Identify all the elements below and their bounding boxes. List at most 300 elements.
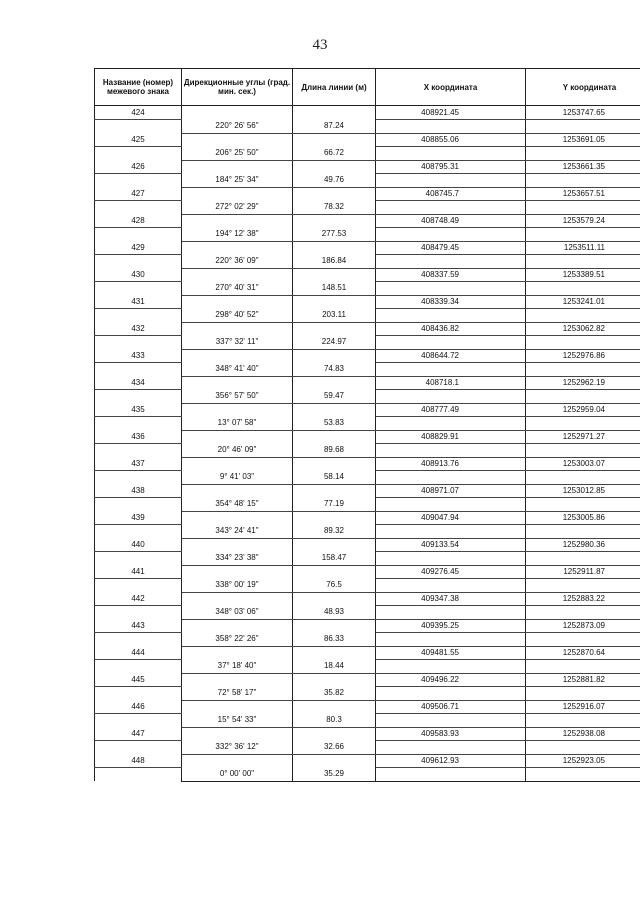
empty-cell xyxy=(293,538,376,552)
point-row xyxy=(95,700,640,714)
segment-row xyxy=(95,147,640,161)
empty-cell xyxy=(376,228,526,242)
empty-cell xyxy=(182,700,293,714)
point-y: 1253005.86 xyxy=(526,511,640,525)
point-row xyxy=(95,565,640,579)
empty-cell xyxy=(293,295,376,309)
empty-cell xyxy=(293,484,376,498)
segment-length: 59.47 xyxy=(293,390,376,404)
empty-cell xyxy=(182,376,293,390)
empty-cell xyxy=(376,147,526,161)
point-x: 408795.31 xyxy=(376,160,526,174)
empty-cell xyxy=(182,133,293,147)
point-y: 1252962.19 xyxy=(526,376,640,390)
segment-direction: 334° 23' 38" xyxy=(182,552,293,566)
point-row xyxy=(95,484,640,498)
empty-cell xyxy=(526,255,640,269)
point-name: 443 xyxy=(95,619,182,633)
point-y: 1252870.64 xyxy=(526,646,640,660)
segment-row xyxy=(95,336,640,350)
empty-cell xyxy=(95,309,182,323)
segment-direction: 20° 46' 09" xyxy=(182,444,293,458)
empty-cell xyxy=(293,241,376,255)
empty-cell xyxy=(526,687,640,701)
empty-cell xyxy=(95,417,182,431)
point-name: 446 xyxy=(95,700,182,714)
point-x: 409047.94 xyxy=(376,511,526,525)
segment-row xyxy=(95,201,640,215)
empty-cell xyxy=(95,498,182,512)
segment-row xyxy=(95,552,640,566)
segment-direction: 0° 00' 00" xyxy=(182,768,293,782)
empty-cell xyxy=(95,552,182,566)
empty-cell xyxy=(293,376,376,390)
empty-cell xyxy=(376,498,526,512)
segment-direction: 72° 58' 17" xyxy=(182,687,293,701)
empty-cell xyxy=(95,363,182,377)
empty-cell xyxy=(293,268,376,282)
empty-cell xyxy=(182,187,293,201)
empty-cell xyxy=(526,471,640,485)
empty-cell xyxy=(293,754,376,768)
empty-cell xyxy=(293,727,376,741)
empty-cell xyxy=(376,363,526,377)
segment-length: 87.24 xyxy=(293,120,376,134)
segment-length: 35.82 xyxy=(293,687,376,701)
empty-cell xyxy=(182,565,293,579)
empty-cell xyxy=(293,349,376,363)
empty-cell xyxy=(182,754,293,768)
point-x: 409612.93 xyxy=(376,754,526,768)
point-name: 433 xyxy=(95,349,182,363)
point-name: 432 xyxy=(95,322,182,336)
segment-row xyxy=(95,444,640,458)
point-y: 1253579.24 xyxy=(526,214,640,228)
point-y: 1252959.04 xyxy=(526,403,640,417)
empty-cell xyxy=(293,565,376,579)
point-name: 437 xyxy=(95,457,182,471)
empty-cell xyxy=(182,511,293,525)
table-body xyxy=(95,106,640,782)
empty-cell xyxy=(182,592,293,606)
empty-cell xyxy=(376,579,526,593)
empty-cell xyxy=(526,309,640,323)
point-name: 439 xyxy=(95,511,182,525)
empty-cell xyxy=(95,768,182,782)
empty-cell xyxy=(526,228,640,242)
empty-cell xyxy=(293,322,376,336)
point-y: 1253062.82 xyxy=(526,322,640,336)
point-y: 1252971.27 xyxy=(526,430,640,444)
empty-cell xyxy=(293,619,376,633)
empty-cell xyxy=(376,444,526,458)
segment-direction: 356° 57' 50" xyxy=(182,390,293,404)
point-y: 1252881.82 xyxy=(526,673,640,687)
segment-length: 277.53 xyxy=(293,228,376,242)
point-x: 408479.45 xyxy=(376,241,526,255)
point-row xyxy=(95,511,640,525)
segment-row xyxy=(95,363,640,377)
segment-row xyxy=(95,660,640,674)
empty-cell xyxy=(526,525,640,539)
segment-direction: 220° 36' 09" xyxy=(182,255,293,269)
point-x: 408339.34 xyxy=(376,295,526,309)
segment-row xyxy=(95,255,640,269)
segment-direction: 358° 22' 26" xyxy=(182,633,293,647)
point-row xyxy=(95,457,640,471)
segment-direction: 206° 25' 50" xyxy=(182,147,293,161)
empty-cell xyxy=(526,444,640,458)
point-x: 409481.55 xyxy=(376,646,526,660)
empty-cell xyxy=(182,538,293,552)
empty-cell xyxy=(293,430,376,444)
segment-direction: 348° 41' 40" xyxy=(182,363,293,377)
empty-cell xyxy=(376,336,526,350)
segment-length: 48.93 xyxy=(293,606,376,620)
segment-direction: 37° 18' 40" xyxy=(182,660,293,674)
segment-direction: 220° 26' 56" xyxy=(182,120,293,134)
point-x: 408971.07 xyxy=(376,484,526,498)
segment-length: 66.72 xyxy=(293,147,376,161)
empty-cell xyxy=(95,606,182,620)
empty-cell xyxy=(95,282,182,296)
point-name: 448 xyxy=(95,754,182,768)
empty-cell xyxy=(182,349,293,363)
point-name: 434 xyxy=(95,376,182,390)
empty-cell xyxy=(95,228,182,242)
point-row xyxy=(95,754,640,768)
point-y: 1253241.01 xyxy=(526,295,640,309)
segment-row xyxy=(95,579,640,593)
segment-length: 224.97 xyxy=(293,336,376,350)
segment-direction: 338° 00' 19" xyxy=(182,579,293,593)
point-x: 409347.38 xyxy=(376,592,526,606)
empty-cell xyxy=(376,714,526,728)
empty-cell xyxy=(182,160,293,174)
empty-cell xyxy=(95,255,182,269)
empty-cell xyxy=(526,336,640,350)
empty-cell xyxy=(376,687,526,701)
empty-cell xyxy=(293,133,376,147)
empty-cell xyxy=(95,201,182,215)
point-y: 1252883.22 xyxy=(526,592,640,606)
point-y: 1253511.11 xyxy=(526,241,640,255)
segment-length: 80.3 xyxy=(293,714,376,728)
header-name: Название (номер) межевого знака xyxy=(95,69,182,106)
point-name: 431 xyxy=(95,295,182,309)
point-y: 1253389.51 xyxy=(526,268,640,282)
empty-cell xyxy=(526,660,640,674)
empty-cell xyxy=(376,660,526,674)
empty-cell xyxy=(526,633,640,647)
empty-cell xyxy=(182,673,293,687)
point-row xyxy=(95,295,640,309)
segment-row xyxy=(95,606,640,620)
empty-cell xyxy=(95,336,182,350)
point-y: 1252916.07 xyxy=(526,700,640,714)
point-x: 408748.49 xyxy=(376,214,526,228)
empty-cell xyxy=(95,147,182,161)
segment-direction: 184° 25' 34" xyxy=(182,174,293,188)
empty-cell xyxy=(293,187,376,201)
empty-cell xyxy=(95,471,182,485)
empty-cell xyxy=(293,592,376,606)
empty-cell xyxy=(95,660,182,674)
segment-row xyxy=(95,525,640,539)
segment-row xyxy=(95,471,640,485)
point-row xyxy=(95,592,640,606)
segment-direction: 298° 40' 52" xyxy=(182,309,293,323)
segment-length: 89.32 xyxy=(293,525,376,539)
empty-cell xyxy=(293,457,376,471)
point-x: 408921.45 xyxy=(376,106,526,120)
empty-cell xyxy=(95,579,182,593)
segment-length: 76.5 xyxy=(293,579,376,593)
empty-cell xyxy=(526,714,640,728)
point-x: 408855.06 xyxy=(376,133,526,147)
empty-cell xyxy=(95,741,182,755)
segment-direction: 272° 02' 29" xyxy=(182,201,293,215)
point-row xyxy=(95,349,640,363)
point-name: 438 xyxy=(95,484,182,498)
segment-length: 86.33 xyxy=(293,633,376,647)
segment-length: 78.32 xyxy=(293,201,376,215)
segment-length: 158.47 xyxy=(293,552,376,566)
point-row xyxy=(95,241,640,255)
empty-cell xyxy=(95,120,182,134)
empty-cell xyxy=(95,687,182,701)
point-y: 1253747.65 xyxy=(526,106,640,120)
point-name: 428 xyxy=(95,214,182,228)
empty-cell xyxy=(182,322,293,336)
segment-row xyxy=(95,228,640,242)
point-name: 447 xyxy=(95,727,182,741)
empty-cell xyxy=(526,606,640,620)
empty-cell xyxy=(293,511,376,525)
empty-cell xyxy=(182,268,293,282)
segment-row xyxy=(95,174,640,188)
point-y: 1252911.87 xyxy=(526,565,640,579)
empty-cell xyxy=(293,403,376,417)
segment-length: 148.51 xyxy=(293,282,376,296)
segment-direction: 337° 32' 11" xyxy=(182,336,293,350)
point-x: 408337.59 xyxy=(376,268,526,282)
empty-cell xyxy=(376,390,526,404)
empty-cell xyxy=(95,444,182,458)
empty-cell xyxy=(526,390,640,404)
empty-cell xyxy=(95,390,182,404)
segment-direction: 270° 40' 31" xyxy=(182,282,293,296)
header-x: X координата xyxy=(376,69,526,106)
point-name: 424 xyxy=(95,106,182,120)
segment-length: 49.76 xyxy=(293,174,376,188)
point-y: 1253661.35 xyxy=(526,160,640,174)
empty-cell xyxy=(376,120,526,134)
point-x: 409395.25 xyxy=(376,619,526,633)
header-length: Длина линии (м) xyxy=(293,69,376,106)
point-row xyxy=(95,214,640,228)
segment-length: 77.19 xyxy=(293,498,376,512)
header-y: Y координата xyxy=(526,69,640,106)
point-name: 425 xyxy=(95,133,182,147)
point-name: 436 xyxy=(95,430,182,444)
segment-row xyxy=(95,120,640,134)
point-name: 430 xyxy=(95,268,182,282)
empty-cell xyxy=(182,106,293,120)
page-number: 43 xyxy=(312,37,328,53)
empty-cell xyxy=(526,282,640,296)
point-row xyxy=(95,376,640,390)
point-name: 442 xyxy=(95,592,182,606)
segment-direction: 348° 03' 06" xyxy=(182,606,293,620)
header-direction: Дирекционные углы (град. мин. сек.) xyxy=(182,69,293,106)
segment-row xyxy=(95,282,640,296)
point-y: 1252923.05 xyxy=(526,754,640,768)
point-y: 1252976.86 xyxy=(526,349,640,363)
boundary-coordinates-table xyxy=(94,68,640,782)
segment-row xyxy=(95,309,640,323)
empty-cell xyxy=(376,471,526,485)
empty-cell xyxy=(293,646,376,660)
table-header-row xyxy=(95,69,640,106)
segment-row xyxy=(95,768,640,782)
empty-cell xyxy=(293,214,376,228)
empty-cell xyxy=(526,498,640,512)
point-y: 1252873.09 xyxy=(526,619,640,633)
empty-cell xyxy=(526,552,640,566)
empty-cell xyxy=(376,282,526,296)
segment-length: 58.14 xyxy=(293,471,376,485)
empty-cell xyxy=(526,768,640,782)
empty-cell xyxy=(376,633,526,647)
point-name: 444 xyxy=(95,646,182,660)
point-y: 1253691.05 xyxy=(526,133,640,147)
point-name: 441 xyxy=(95,565,182,579)
point-y: 1252938.08 xyxy=(526,727,640,741)
point-row xyxy=(95,187,640,201)
empty-cell xyxy=(526,363,640,377)
empty-cell xyxy=(95,174,182,188)
point-x: 408777.49 xyxy=(376,403,526,417)
segment-length: 74.83 xyxy=(293,363,376,377)
empty-cell xyxy=(293,106,376,120)
point-row xyxy=(95,160,640,174)
segment-length: 89.68 xyxy=(293,444,376,458)
empty-cell xyxy=(182,619,293,633)
empty-cell xyxy=(95,714,182,728)
segment-length: 186.84 xyxy=(293,255,376,269)
empty-cell xyxy=(376,741,526,755)
point-x: 409276.45 xyxy=(376,565,526,579)
empty-cell xyxy=(376,174,526,188)
empty-cell xyxy=(293,160,376,174)
segment-row xyxy=(95,390,640,404)
segment-row xyxy=(95,498,640,512)
point-row xyxy=(95,268,640,282)
segment-direction: 332° 36' 12" xyxy=(182,741,293,755)
empty-cell xyxy=(376,552,526,566)
point-x: 408718.1 xyxy=(376,376,526,390)
point-row xyxy=(95,727,640,741)
empty-cell xyxy=(182,430,293,444)
empty-cell xyxy=(182,484,293,498)
point-row xyxy=(95,430,640,444)
empty-cell xyxy=(526,174,640,188)
point-x: 408913.76 xyxy=(376,457,526,471)
point-name: 429 xyxy=(95,241,182,255)
empty-cell xyxy=(182,457,293,471)
segment-direction: 194° 12' 38" xyxy=(182,228,293,242)
segment-length: 35.29 xyxy=(293,768,376,782)
point-y: 1253657.51 xyxy=(526,187,640,201)
segment-length: 203.11 xyxy=(293,309,376,323)
point-x: 408745.7 xyxy=(376,187,526,201)
empty-cell xyxy=(182,214,293,228)
point-x: 408436.82 xyxy=(376,322,526,336)
point-x: 409133.54 xyxy=(376,538,526,552)
segment-direction: 343° 24' 41" xyxy=(182,525,293,539)
empty-cell xyxy=(526,417,640,431)
point-x: 408644.72 xyxy=(376,349,526,363)
empty-cell xyxy=(376,201,526,215)
empty-cell xyxy=(182,241,293,255)
segment-direction: 354° 48' 15" xyxy=(182,498,293,512)
empty-cell xyxy=(376,255,526,269)
point-row xyxy=(95,403,640,417)
empty-cell xyxy=(95,525,182,539)
segment-row xyxy=(95,687,640,701)
empty-cell xyxy=(293,700,376,714)
segment-length: 18.44 xyxy=(293,660,376,674)
segment-length: 53.83 xyxy=(293,417,376,431)
segment-row xyxy=(95,633,640,647)
point-name: 445 xyxy=(95,673,182,687)
point-x: 409506.71 xyxy=(376,700,526,714)
segment-direction: 15° 54' 33" xyxy=(182,714,293,728)
point-x: 409496.22 xyxy=(376,673,526,687)
empty-cell xyxy=(182,646,293,660)
point-row xyxy=(95,538,640,552)
point-name: 427 xyxy=(95,187,182,201)
point-y: 1252980.36 xyxy=(526,538,640,552)
point-y: 1253012.85 xyxy=(526,484,640,498)
point-y: 1253003.07 xyxy=(526,457,640,471)
empty-cell xyxy=(293,673,376,687)
point-row xyxy=(95,646,640,660)
point-row xyxy=(95,322,640,336)
empty-cell xyxy=(376,606,526,620)
segment-length: 32.66 xyxy=(293,741,376,755)
empty-cell xyxy=(376,768,526,782)
point-name: 440 xyxy=(95,538,182,552)
segment-direction: 13° 07' 58" xyxy=(182,417,293,431)
point-name: 435 xyxy=(95,403,182,417)
empty-cell xyxy=(526,120,640,134)
point-x: 409583.93 xyxy=(376,727,526,741)
empty-cell xyxy=(376,417,526,431)
point-row xyxy=(95,133,640,147)
point-name: 426 xyxy=(95,160,182,174)
empty-cell xyxy=(182,727,293,741)
segment-row xyxy=(95,714,640,728)
empty-cell xyxy=(526,579,640,593)
empty-cell xyxy=(526,201,640,215)
empty-cell xyxy=(182,295,293,309)
empty-cell xyxy=(95,633,182,647)
segment-direction: 9° 41' 03" xyxy=(182,471,293,485)
segment-row xyxy=(95,417,640,431)
empty-cell xyxy=(182,403,293,417)
